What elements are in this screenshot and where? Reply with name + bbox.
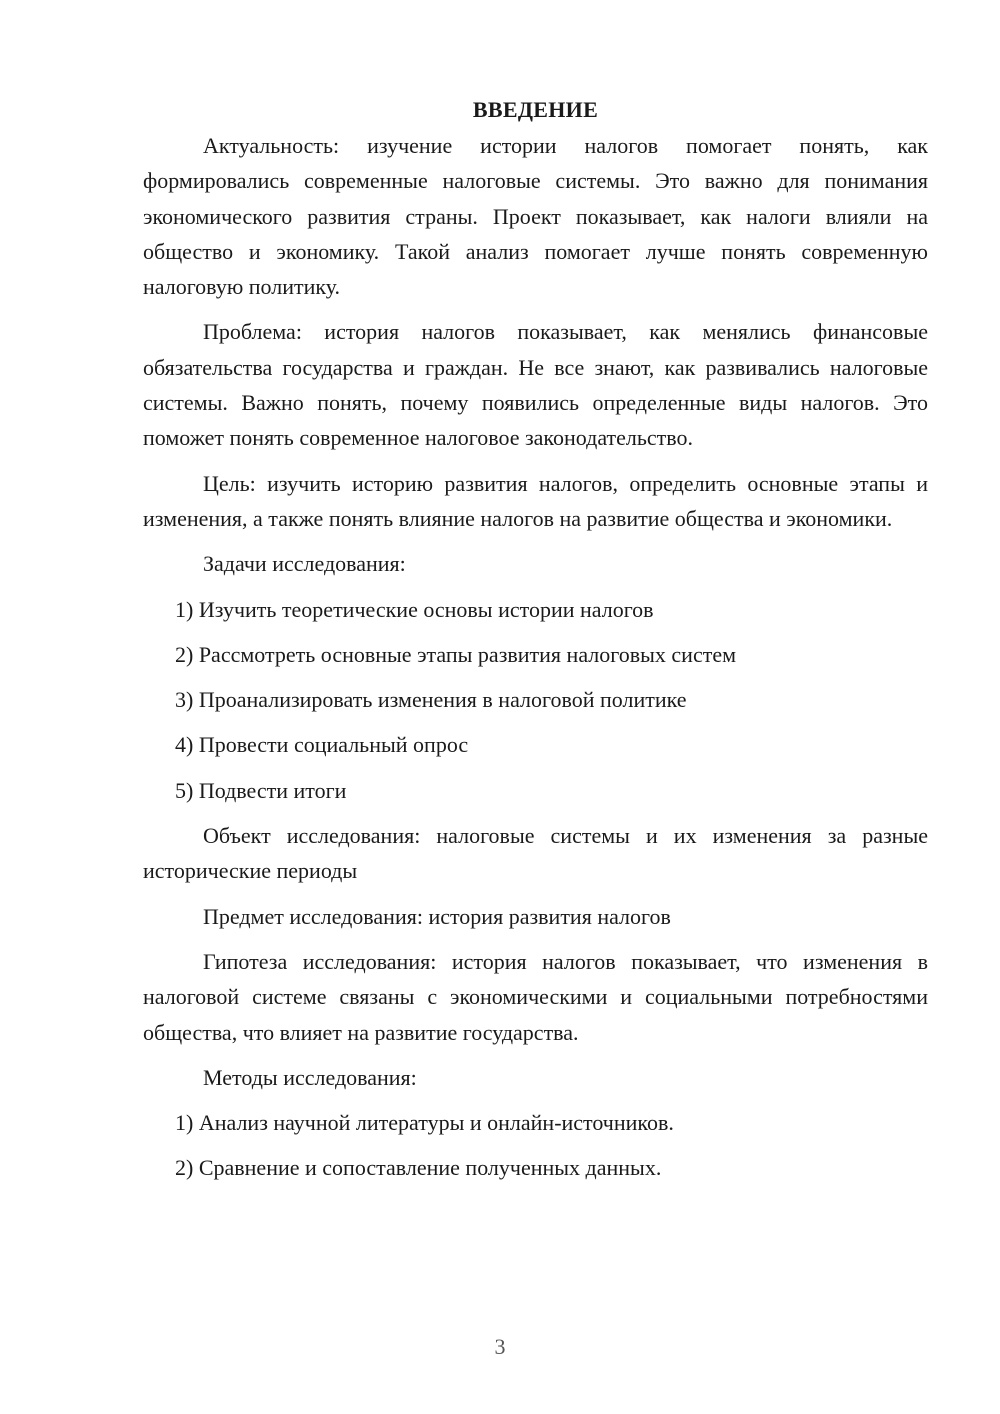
- page-number: 3: [494, 1334, 506, 1359]
- task-item: 5) Подвести итоги: [175, 777, 347, 803]
- object-paragraph: Объект исследования: налоговые системы и их изменения за разные исторические периоды: [143, 823, 928, 884]
- task-item: 2) Рассмотреть основные этапы развития налоговых систем: [175, 641, 737, 667]
- task-item: 1) Изучить теоретические основы истории налогов: [175, 596, 654, 622]
- method-item: 2) Сравнение и сопоставление полученных данных.: [175, 1155, 662, 1181]
- problem-paragraph: Проблема: история налогов показывает, как менялись финансовые обязательства государства и граждан. Не все знают, как развивались налоговые системы. Важно понять, почему появились определенные виды налогов. Это поможет понять современное налоговое законодательство.: [143, 319, 928, 451]
- document-page: [143, 92, 928, 1196]
- goal-paragraph: Цель: изучить историю развития налогов, определить основные этапы и изменения, а также понять влияние налогов на развитие общества и экономики.: [143, 470, 928, 531]
- tasks-title: Задачи исследования:: [203, 551, 406, 577]
- task-item: 4) Провести социальный опрос: [175, 732, 469, 758]
- subject-paragraph: Предмет исследования: история развития налогов: [203, 903, 671, 929]
- method-item: 1) Анализ научной литературы и онлайн-источников.: [175, 1110, 674, 1136]
- methods-title: Методы исследования:: [203, 1064, 417, 1090]
- hypothesis-paragraph: Гипотеза исследования: история налогов показывает, что изменения в налоговой системе связаны с экономическими и социальными потребностями общества, что влияет на развитие государства.: [143, 948, 928, 1045]
- section-heading: ВВЕДЕНИЕ: [472, 97, 599, 122]
- task-item: 3) Проанализировать изменения в налоговой политике: [175, 687, 687, 713]
- relevance-paragraph: Актуальность: изучение истории налогов помогает понять, как формировались современные налоговые системы. Это важно для понимания экономического развития страны. Проект показывает, как налоги влияли на общество и экономику. Такой анализ помогает лучше понять современную налоговую политику.: [143, 133, 928, 300]
